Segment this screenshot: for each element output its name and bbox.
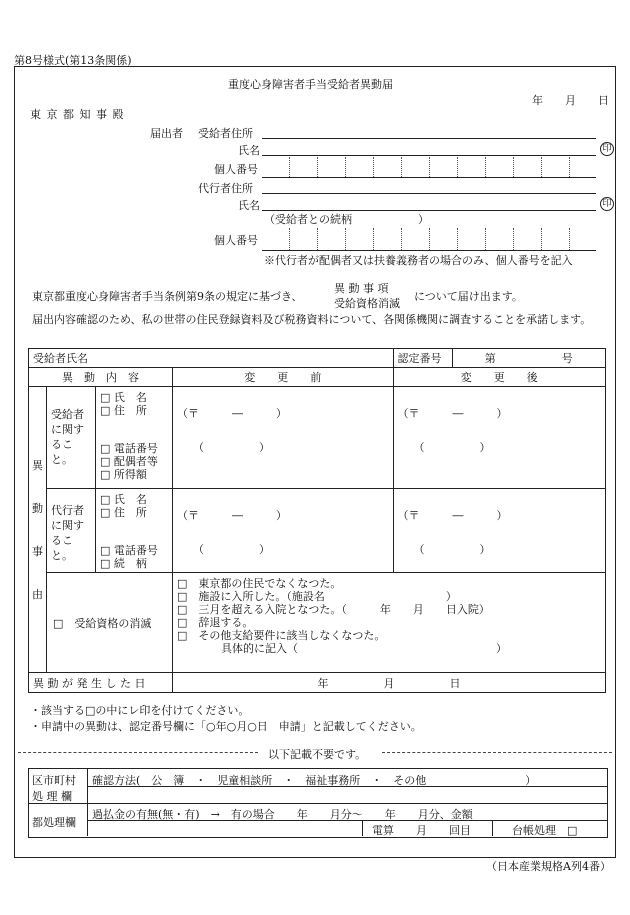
- overpay-line: 過払金の有無(無・有) → 有の場合 年 月分～ 年 月分、金額: [92, 808, 473, 821]
- loss-reasons[interactable]: □ 東京都の住民でなくなつた。 □ 施設に入所した。（施設名 ） □ 三月を超える入院となつた。（ 年 月 日入院） □ 辞退する。 □ その他支給要件に該当しなくなつた。 具体的に記入（ ）: [173, 573, 606, 673]
- cert-label: 認定番号: [393, 349, 452, 368]
- no-entry-label: 以下記載不要です。: [268, 748, 367, 761]
- relationship-label: （受給者との続柄 ）: [264, 213, 429, 226]
- section-label: 異 動 事 由: [29, 387, 47, 673]
- agent-personal-number-label: 個人番号: [214, 234, 258, 247]
- personal-number-label: 個人番号: [214, 163, 258, 176]
- note-2: ・申請中の異動は、認定番号欄に「○年○月○日 申請」と記載してください。: [30, 720, 422, 733]
- note-1: ・該当する□の中にレ印を付けてください。: [30, 704, 250, 717]
- occurrence-date[interactable]: 年 月 日: [173, 673, 606, 693]
- ledger-line: 台帳処理 □: [512, 824, 578, 837]
- cert-number-field[interactable]: 第 号: [452, 349, 606, 368]
- recipient-items[interactable]: □ 氏 名 □ 住 所 □ 電話番号 □ 配偶者等 □ 所得額: [96, 387, 173, 489]
- statement-suffix: について届け出ます。: [414, 290, 523, 303]
- footer-spec: （日本産業規格A列4番）: [486, 860, 611, 873]
- city-label-1: 区市町村: [32, 774, 76, 787]
- recipient-name-label: 受給者氏名: [29, 349, 173, 368]
- recipient-name-label: 氏名: [238, 144, 260, 157]
- seal-icon: 印: [600, 197, 614, 211]
- recipient-group-label: 受給者に関すること。: [47, 387, 96, 489]
- statement-prefix: 東京都重度心身障害者手当条例第9条の規定に基づき、: [32, 290, 303, 303]
- statement-option-1[interactable]: 異 動 事 項: [334, 282, 389, 295]
- seal-icon: 印: [600, 142, 614, 156]
- metro-label: 都処理欄: [32, 816, 76, 829]
- col-change-header: 異 動 内 容: [29, 368, 173, 387]
- recipient-name-field[interactable]: [173, 349, 394, 368]
- recipient-before[interactable]: （〒 ― ） （ ）: [173, 387, 394, 489]
- agent-group-label: 代行者に関すること。: [47, 489, 96, 573]
- statement-option-2[interactable]: 受給資格消滅: [334, 297, 400, 310]
- agent-before[interactable]: （〒 ― ） （ ）: [173, 489, 394, 573]
- consent-text: 届出内容確認のため、私の世帯の住民登録資料及び税務資料について、各関係機関に調査することを承諾します。: [32, 313, 592, 326]
- agent-address-label: 代行者住所: [198, 182, 253, 195]
- city-label-2: 処 理 欄: [32, 790, 72, 803]
- addressee: 東 京 都 知 事 殿: [30, 108, 125, 121]
- header-ref: 第8号様式(第13条関係): [14, 54, 132, 67]
- filer-label: 届出者: [150, 127, 183, 140]
- recipient-after[interactable]: （〒 ― ） （ ）: [393, 387, 606, 489]
- agent-name-label: 氏名: [238, 199, 260, 212]
- confirm-method: 確認方法( 公 簿 ・ 児童相談所 ・ 福祉事務所 ・ その他 ）: [92, 774, 537, 787]
- occurrence-label: 異 動 が 発 生 し た 日: [29, 673, 173, 693]
- calc-line: 電算 月 回目: [372, 824, 471, 837]
- agent-items[interactable]: □ 氏 名 □ 住 所 □ 電話番号 □ 続 柄: [96, 489, 173, 573]
- col-after-header: 変 更 後: [393, 368, 606, 387]
- recipient-address-label: 受給者住所: [198, 127, 253, 140]
- agent-after[interactable]: （〒 ― ） （ ）: [393, 489, 606, 573]
- agent-note: ※代行者が配偶者又は扶養義務者の場合のみ、個人番号を記入: [264, 254, 573, 267]
- loss-label[interactable]: □ 受給資格の消滅: [47, 573, 173, 673]
- col-before-header: 変 更 前: [173, 368, 394, 387]
- date-line[interactable]: 年 月 日: [532, 94, 609, 107]
- form-title: 重度心身障害者手当受給者異動届: [228, 78, 393, 91]
- change-table: [28, 348, 606, 693]
